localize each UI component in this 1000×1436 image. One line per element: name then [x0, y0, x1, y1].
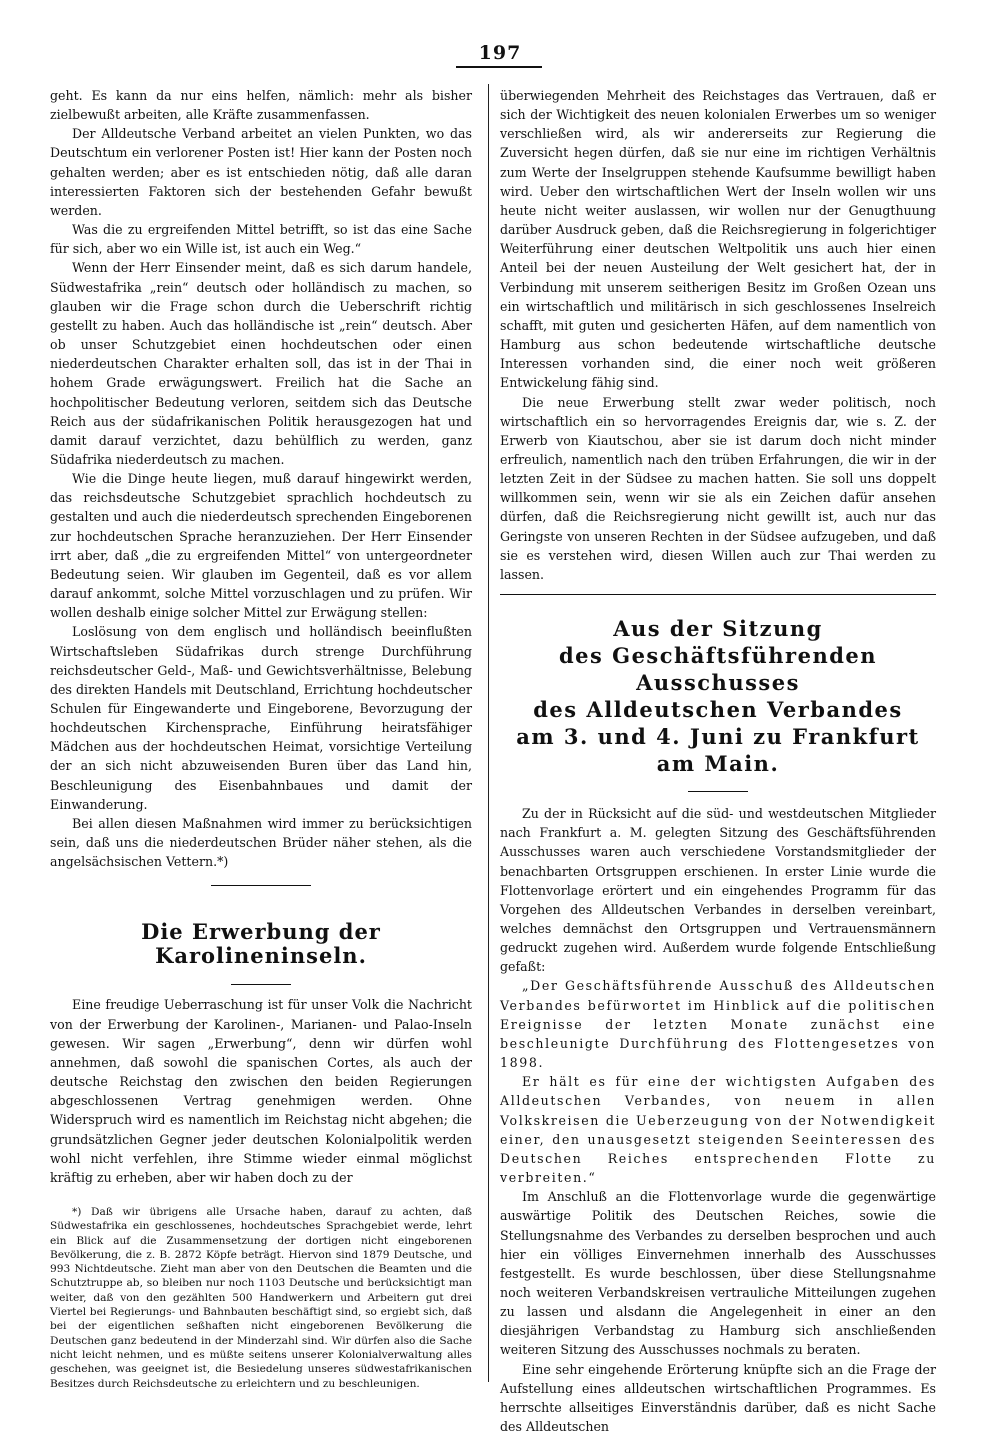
- paragraph: Im Anschluß an die Flottenvorlage wurde die gegenwärtige auswärtige Politik des Deutschen Reiches, sowie die Stellungsnahme des Verbandes zu derselben besprochen und auch hier ein völliges Einvernehmen innerhalb des Ausschusses festgestellt. Es wurde beschlossen, über diese Stellungsnahme noch weiteren Verbandskreisen vertrauliche Mitteilungen zugehen zu lassen und alsdann die Angelegenheit in einer an den diesjährigen Verbandstag zu Hamburg sich anschließenden weiteren Sitzung des Ausschusses nochmals zu beraten.: [500, 1189, 936, 1358]
- section-rule: [688, 791, 748, 792]
- paragraph: Der Alldeutsche Verband arbeitet an vielen Punkten, wo das Deutschtum ein verlorener Posten ist! Hier kann der Posten noch gehalten werden; aber es ist entschieden nötig, daß alle daran interessierten Faktoren sich der bestehenden Gefahr bewußt werden.: [50, 126, 472, 218]
- column-divider: [488, 84, 489, 1382]
- paragraph: Was die zu ergreifenden Mittel betrifft, so ist das eine Sache für sich, aber wo ein Wille ist, ist auch ein Weg.“: [50, 222, 472, 257]
- section-title-line: des Alldeutschen Verbandes: [533, 697, 903, 723]
- left-column: [50, 86, 472, 1391]
- page-number: 197: [478, 42, 522, 64]
- footnote: [50, 1205, 472, 1391]
- section-title-line: des Geschäftsführenden Ausschusses: [558, 643, 878, 696]
- resolution-text: Er hält es für eine der wichtigsten Aufgaben des Alldeutschen Verbandes, von neuem in allen Volkskreisen die Ueberzeugung von der Notwendigkeit einer, den unausgesetzt steigenden Seeinteressen des Deutschen Reiches entsprechenden Flotte zu verbreiten.“: [500, 1074, 936, 1186]
- right-column: [500, 86, 936, 1436]
- header-rule: [456, 66, 542, 68]
- resolution-text: „Der Geschäftsführende Ausschuß des Alldeutschen Verbandes befürwortet im Hinblick auf die politischen Ereignisse der letzten Monate zunächst eine beschleunigte Durchführung des Flottengesetzes von 1898.: [500, 978, 936, 1071]
- section-rule: [211, 885, 311, 886]
- section-title-line: am 3. und 4. Juni zu Frankfurt am Main.: [516, 724, 920, 777]
- paragraph: überwiegenden Mehrheit des Reichstages das Vertrauen, daß er sich der Wichtigkeit des neuen kolonialen Erwerbes um so weniger verschließen wird, als wir andererseits zur Regierung die Zuversicht hegen dürfen, daß sie nur eine im richtigen Verhältnis zum Werte der Inselgruppen stehende Kaufsumme bewilligt haben wird. Ueber den wirtschaftlichen Wert der Inseln wollen wir uns heute nicht weiter auslassen, wir wollen nur der Genugthuung darüber Ausdruck geben, daß die Reichsregierung in folgerichtiger Weiterführung einer deutschen Weltpolitik uns auch hier einen Anteil bei der neuen Austeilung der Welt gesichert hat, der in Verbindung mit unserem seitherigen Besitz im Großen Ozean uns ein wirtschaftlich und militärisch in sich geschlossenes Inselreich schafft, mit guten und gesicherten Häfen, auf dem namentlich von Hamburg aus schon bedeutende wirtschaftliche deutsche Interessen vorhanden sind, die einer noch weit größeren Entwickelung fähig sind.: [500, 88, 936, 391]
- paragraph: Zu der in Rücksicht auf die süd- und westdeutschen Mitglieder nach Frankfurt a. M. gelegten Sitzung des Geschäftsführenden Ausschusses waren auch verschiedene Vorstandsmitglieder der benachbarten Ortsgruppen erschienen. In erster Linie wurde die Flottenvorlage erörtert und ein eingehendes Programm für das Vorgehen des Alldeutschen Verbandes in derselben vereinbart, welches demnächst den Ortsgruppen und Vertrauensmännern gedruckt zugehen wird. Außerdem wurde folgende Entschließung gefaßt:: [500, 806, 936, 975]
- section-title: [500, 615, 936, 777]
- section-rule: [231, 984, 291, 985]
- paragraph: Loslösung von dem englisch und holländisch beeinflußten Wirtschaftsleben Südafrikas durch strenge Durchführung reichsdeutscher Geld-, Maß- und Gewichtsverhältnisse, Belebung des direkten Handels mit Deutschland, Errichtung hochdeutscher Schulen für Eingewanderte und Eingeborene, Bevorzugung der hochdeutschen Kirchensprache, Einführung heiratsfähiger Mädchen aus der hochdeutschen Heimat, vorsichtige Verteilung der an sich nicht abzuweisenden Buren über das Land hin, Beschleunigung des Eisenbahnbaues und damit der Einwanderung.: [50, 624, 472, 812]
- section-rule: [500, 594, 936, 595]
- paragraph: geht. Es kann da nur eins helfen, nämlich: mehr als bisher zielbewußt arbeiten, alle Kräfte zusammenfassen.: [50, 88, 472, 123]
- paragraph: Wenn der Herr Einsender meint, daß es sich darum handele, Südwestafrika „rein“ deutsch oder holländisch zu machen, so glauben wir die Frage schon durch die Ueberschrift richtig gestellt zu haben. Auch das holländische ist „rein“ deutsch. Aber ob unser Schutzgebiet einen hochdeutschen oder einen niederdeutschen Charakter erhalten soll, das ist in der Thai in hohem Grade erwägungswert. Freilich hat die Sache an hochpolitischer Bedeutung verloren, seitdem sich das Deutsche Reich aus der südafrikanischen Politik herausgezogen hat und damit darauf verzichtet, dazu behülflich zu werden, ganz Südafrika niederdeutsch zu machen.: [50, 260, 472, 467]
- paragraph: Die neue Erwerbung stellt zwar weder politisch, noch wirtschaftlich ein so hervorragendes Ereignis dar, wie s. Z. der Erwerb von Kiautschou, aber sie ist darum doch nicht minder erfreulich, namentlich nach den trüben Erfahrungen, die wir in der letzten Zeit in der Südsee zu machen hatten. Sie soll uns doppelt willkommen sein, wenn wir sie als ein Zeichen dafür ansehen dürfen, daß die Reichsregierung nicht gewillt ist, auch nur das Geringste von unseren Rechten in der Südsee aufzugeben, und daß sie es verstehen wird, diesen Willen auch zur Thai werden zu lassen.: [500, 394, 936, 582]
- footnote-text: *) Daß wir übrigens alle Ursache haben, darauf zu achten, daß Südwestafrika ein geschlossenes, hochdeutsches Sprachgebiet werde, lehrt ein Blick auf die Zusammensetzung der dortigen nicht eingeborenen Bevölkerung, die z. B. 2872 Köpfe beträgt. Hiervon sind 1879 Deutsche, und 993 Nichtdeutsche. Zieht man aber von den Deutschen die Beamten und die Schutztruppe ab, so bleiben nur noch 1103 Deutsche und berücksichtigt man weiter, daß von den gezählten 500 Handwerkern und Arbeitern gut drei Viertel bei Regierungs- und Bahnbauten beschäftigt sind, so ergiebt sich, daß bei der eigentlichen seßhaften nicht eingeborenen Bevölkerung die Deutschen ganz bedeutend in der Minderzahl sind. Wir dürfen also die Sache nicht leicht nehmen, und es müßte seitens unserer Kolonialverwaltung alles geschehen, was geeignet ist, die Besiedelung unseres südwestafrikanischen Besitzes durch Reichsdeutsche zu erleichtern und zu beschleunigen.: [50, 1205, 472, 1390]
- paragraph: Bei allen diesen Maßnahmen wird immer zu berücksichtigen sein, daß uns die niederdeutschen Brüder näher stehen, als die angelsächsischen Vettern.*): [50, 815, 472, 870]
- paragraph: Wie die Dinge heute liegen, muß darauf hingewirkt werden, das reichsdeutsche Schutzgebiet sprachlich hochdeutsch zu gestalten und auch die niederdeutsch sprechenden Eingeborenen zur hochdeutschen Sprache heranzuziehen. Der Herr Einsender irrt aber, daß „die zu ergreifenden Mittel“ von untergeordneter Bedeutung seien. Wir glauben im Gegenteil, daß es vor allem darauf ankommt, solche Mittel vorzuschlagen und zu prüfen. Wir wollen deshalb einige solcher Mittel zur Erwägung stellen:: [50, 471, 472, 621]
- paragraph: Eine freudige Ueberraschung ist für unser Volk die Nachricht von der Erwerbung der Karolinen-, Marianen- und Palao-Inseln gewesen. Wir sagen „Erwerbung“, denn wir dürfen wohl annehmen, daß sowohl die spanischen Cortes, als auch der deutsche Reichstag den zwischen den beiden Regierungen abgeschlossenen Vertrag genehmigen werden. Ohne Widerspruch wird es namentlich im Reichstag nicht abgehen; die grundsätzlichen Gegner jeder deutschen Kolonialpolitik werden wohl nicht verfehlen, ihre Stimme wieder einmal möglichst kräftig zu erheben, aber wir haben doch zu der: [50, 997, 472, 1185]
- paragraph: Eine sehr eingehende Erörterung knüpfte sich an die Frage der Aufstellung eines alldeutschen wirtschaftlichen Programmes. Es herrschte allseitiges Einverständnis darüber, daß es nicht Sache des Alldeutschen: [500, 1361, 936, 1435]
- section-title-line: Aus der Sitzung: [613, 616, 823, 642]
- section-title: Die Erwerbung der Karolineninseln.: [141, 919, 381, 969]
